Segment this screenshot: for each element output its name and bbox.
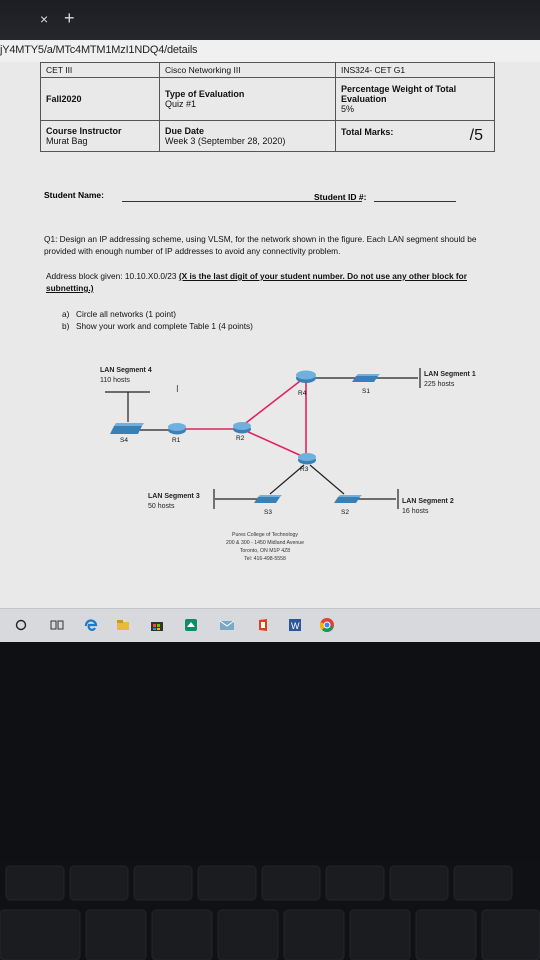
wan-link-r2-r4 bbox=[242, 378, 304, 426]
footer-line-1: Pures College of Technology bbox=[232, 532, 298, 538]
browser-tab-bar bbox=[0, 0, 540, 40]
edge-icon[interactable] bbox=[82, 616, 100, 634]
question-1-text: Q1: Design an IP addressing scheme, using VLSM, for the network shown in the figure. Each LAN segment should be provided with enough number of IP addresses to avoid any connectivity problem. bbox=[44, 234, 477, 256]
router-r1-icon bbox=[168, 423, 186, 435]
file-explorer-icon[interactable] bbox=[114, 616, 132, 634]
chrome-icon[interactable] bbox=[318, 616, 336, 634]
instructor-label: Course Instructor bbox=[46, 126, 122, 136]
student-name-label: Student Name: bbox=[44, 190, 104, 200]
label-r3: R3 bbox=[300, 466, 309, 473]
url-text[interactable]: jY4MTY5/a/MTc4MTM1MzI1NDQ4/details bbox=[0, 44, 198, 56]
router-r3-icon bbox=[298, 453, 316, 465]
label-s4: S4 bbox=[120, 437, 128, 444]
label-s3: S3 bbox=[264, 509, 272, 516]
lan3-title: LAN Segment 3 bbox=[148, 493, 200, 500]
lan1-hosts: 225 hosts bbox=[424, 381, 455, 388]
lan4-title: LAN Segment 4 bbox=[100, 367, 152, 374]
label-r1: R1 bbox=[172, 437, 181, 444]
lan2-hosts: 16 hosts bbox=[402, 508, 429, 515]
address-block-text: Address block given: 10.10.X0.0/23 bbox=[46, 271, 177, 281]
windows-taskbar bbox=[0, 608, 540, 642]
weight-label: Percentage Weight of Total Evaluation bbox=[341, 84, 457, 104]
due-date-label: Due Date bbox=[165, 126, 205, 136]
total-marks-label: Total Marks: bbox=[341, 127, 394, 137]
course-name-cell: Cisco Networking III bbox=[160, 63, 336, 78]
college-footer bbox=[200, 531, 330, 563]
photos-icon[interactable] bbox=[182, 616, 200, 634]
switch-s3-icon bbox=[254, 495, 282, 503]
course-code-cell: CET III bbox=[41, 63, 160, 78]
lan-link-r3-s2 bbox=[310, 465, 344, 494]
student-id-label: Student ID #: bbox=[314, 192, 367, 202]
label-r4: R4 bbox=[298, 390, 307, 397]
eval-type-value: Quiz #1 bbox=[165, 99, 197, 109]
laptop-keyboard bbox=[0, 860, 540, 960]
word-icon[interactable] bbox=[286, 616, 304, 634]
lan1-title: LAN Segment 1 bbox=[424, 371, 476, 378]
part-b-text: Show your work and complete Table 1 (4 points) bbox=[76, 321, 253, 331]
part-b-letter: b) bbox=[62, 321, 70, 331]
lan3-hosts: 50 hosts bbox=[148, 503, 175, 510]
label-s2: S2 bbox=[341, 509, 349, 516]
document-page bbox=[0, 62, 540, 608]
new-tab-button[interactable]: + bbox=[64, 8, 75, 28]
due-date-value: Week 3 (September 28, 2020) bbox=[165, 136, 286, 146]
mail-icon[interactable] bbox=[218, 616, 236, 634]
switch-s2-icon bbox=[334, 495, 362, 503]
router-r2-icon bbox=[233, 422, 251, 434]
router-r4-icon bbox=[296, 371, 316, 384]
part-a-letter: a) bbox=[62, 309, 70, 319]
lan-link-r3-s3 bbox=[270, 465, 304, 494]
footer-line-4: Tel: 416-498-5558 bbox=[244, 556, 286, 562]
store-icon[interactable] bbox=[148, 616, 166, 634]
text-cursor-icon: I bbox=[176, 384, 179, 395]
task-view-icon[interactable] bbox=[48, 616, 66, 634]
footer-line-2: 200 & 300 - 1450 Midland Avenue bbox=[225, 540, 305, 546]
label-s1: S1 bbox=[362, 388, 370, 395]
weight-value: 5% bbox=[341, 104, 355, 114]
eval-type-label: Type of Evaluation bbox=[165, 89, 245, 99]
term-cell: Fall2020 bbox=[41, 78, 160, 121]
instructor-value: Murat Bag bbox=[46, 136, 88, 146]
switch-s4-icon bbox=[110, 423, 144, 434]
lan2-title: LAN Segment 2 bbox=[402, 498, 454, 505]
network-topology-diagram bbox=[0, 62, 540, 608]
section-cell: INS324- CET G1 bbox=[336, 63, 495, 78]
footer-line-3: Toronto, ON M1P 4Z8 bbox=[239, 548, 291, 554]
office-icon[interactable] bbox=[254, 616, 272, 634]
wan-link-r2-r3 bbox=[244, 430, 304, 457]
part-a-text: Circle all networks (1 point) bbox=[76, 309, 177, 319]
address-block-note: (X is the last digit of your student number. Do not use any other block for subnetting.) bbox=[46, 271, 467, 293]
close-tab-icon[interactable]: × bbox=[40, 11, 49, 27]
address-bar[interactable] bbox=[0, 40, 540, 63]
switch-s1-icon bbox=[352, 374, 380, 382]
svg-text:W: W bbox=[291, 621, 300, 631]
total-marks-value: /5 bbox=[469, 127, 483, 144]
start-circle-icon[interactable] bbox=[12, 616, 30, 634]
lan4-hosts: 110 hosts bbox=[100, 377, 130, 384]
label-r2: R2 bbox=[236, 435, 245, 442]
